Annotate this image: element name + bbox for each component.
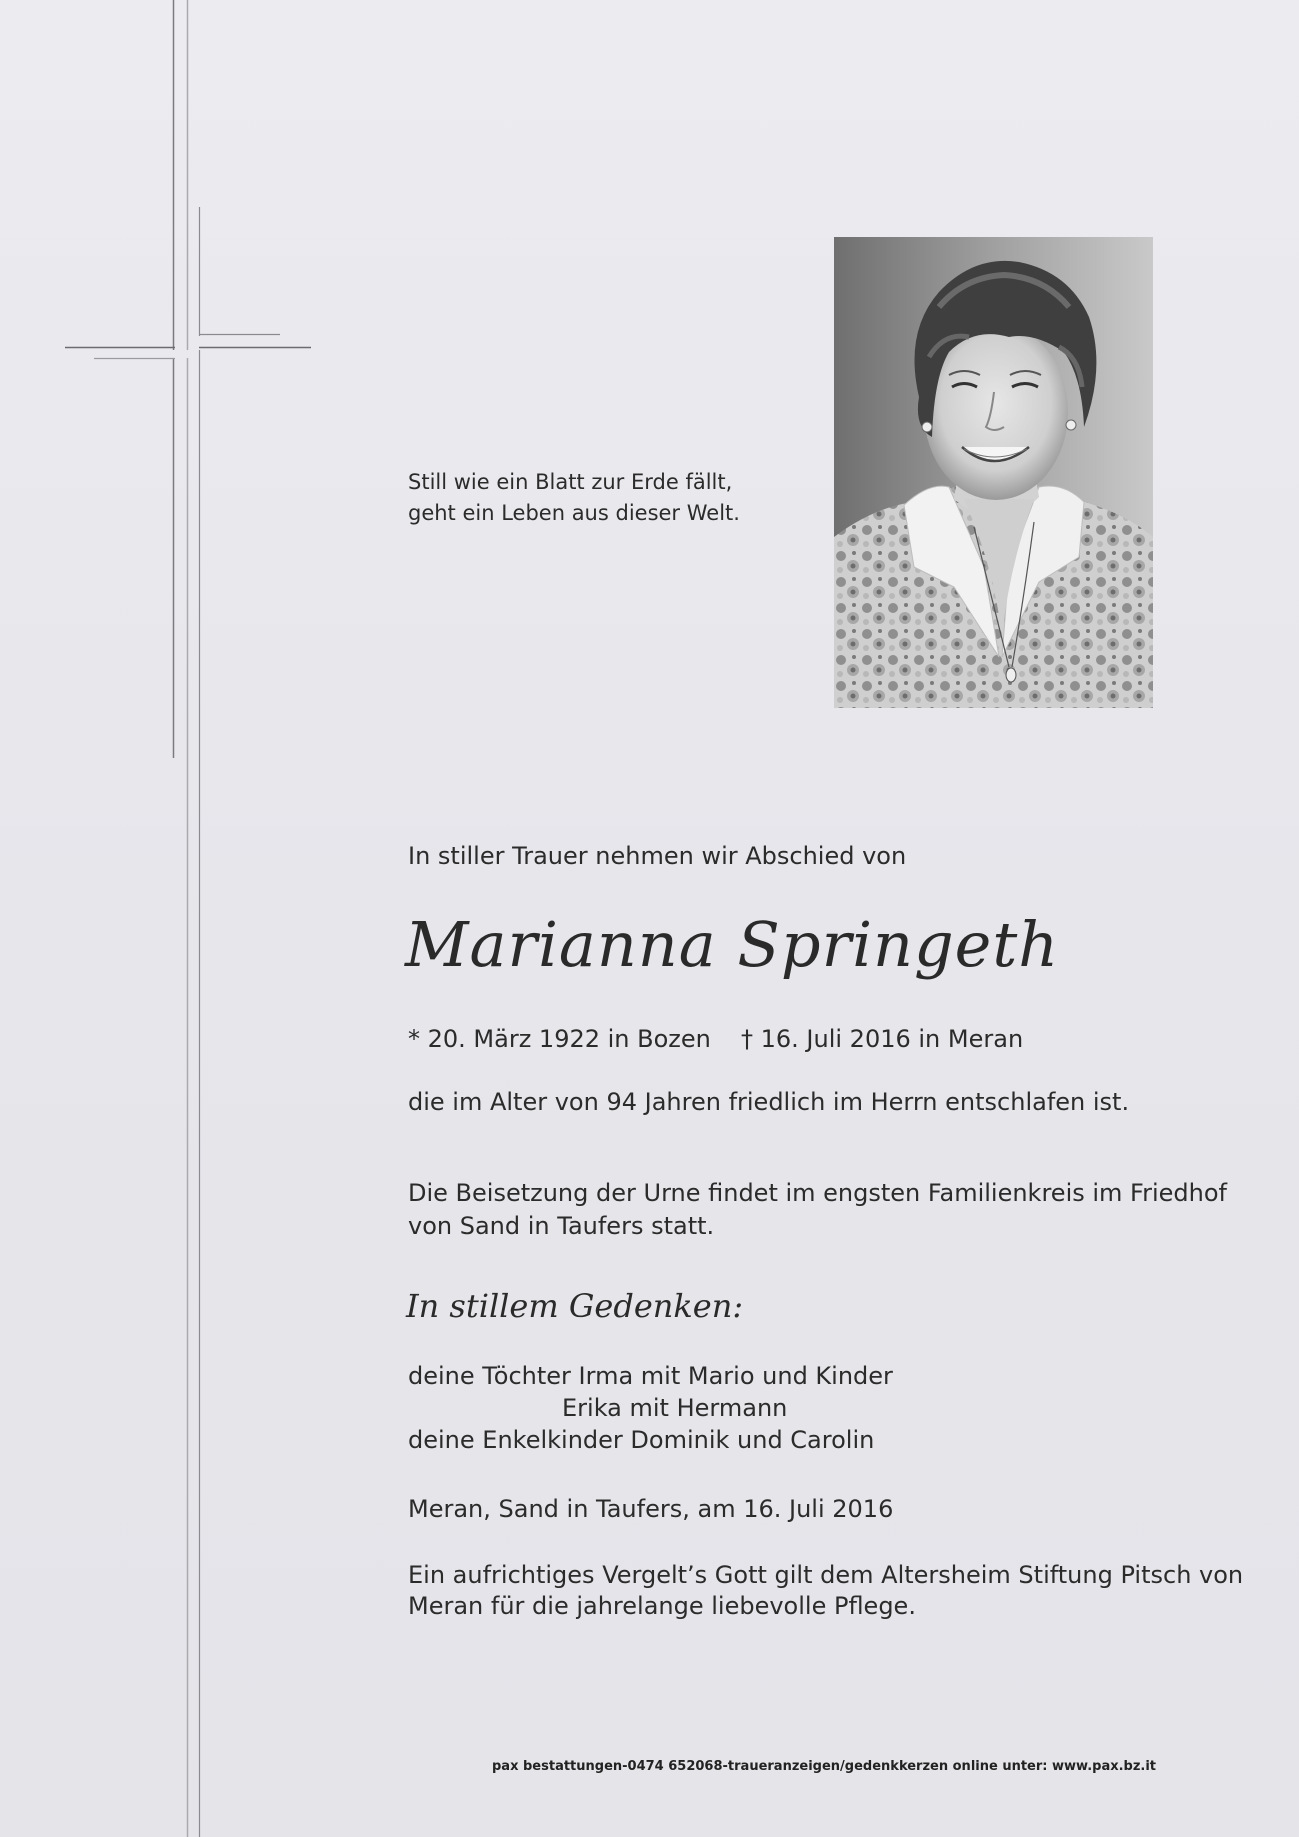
life-dates [408, 1025, 1024, 1053]
verse-line-1: Still wie ein Blatt zur Erde fällt, [408, 470, 733, 494]
mourner-line-1: deine Töchter Irma mit Mario und Kinder [408, 1362, 893, 1390]
deceased-name: Marianna Springeth [405, 908, 1060, 981]
burial-line-2: von Sand in Taufers statt. [408, 1212, 715, 1240]
place-date: Meran, Sand in Taufers, am 16. Juli 2016 [408, 1495, 894, 1523]
thanks-line-2: Meran für die jahrelange liebevolle Pflege. [408, 1592, 916, 1620]
footer-credit: pax bestattungen-0474 652068-traueranzeigen/gedenkkerzen online unter: www.pax.bz.it [492, 1759, 1157, 1774]
age-statement: die im Alter von 94 Jahren friedlich im Herrn entschlafen ist. [408, 1088, 1130, 1116]
verse-line-2: geht ein Leben aus dieser Welt. [408, 501, 740, 525]
death-date: † 16. Juli 2016 in Meran [741, 1025, 1024, 1053]
thanks-note [408, 1560, 1243, 1622]
mourners-list [408, 1360, 893, 1456]
burial-line-1: Die Beisetzung der Urne findet im engsten Familienkreis im Friedhof [408, 1179, 1227, 1207]
mourner-line-3: deine Enkelkinder Dominik und Carolin [408, 1426, 875, 1454]
birth-date: * 20. März 1922 in Bozen [408, 1025, 711, 1053]
memory-heading: In stillem Gedenken: [406, 1287, 744, 1325]
intro-text: In stiller Trauer nehmen wir Abschied von [408, 842, 907, 870]
burial-notice [408, 1177, 1227, 1243]
portrait-photo [834, 237, 1153, 708]
thanks-line-1: Ein aufrichtiges Vergelt’s Gott gilt dem Altersheim Stiftung Pitsch von [408, 1561, 1244, 1589]
verse [408, 467, 740, 529]
mourner-line-2: Erika mit Hermann [562, 1394, 788, 1422]
